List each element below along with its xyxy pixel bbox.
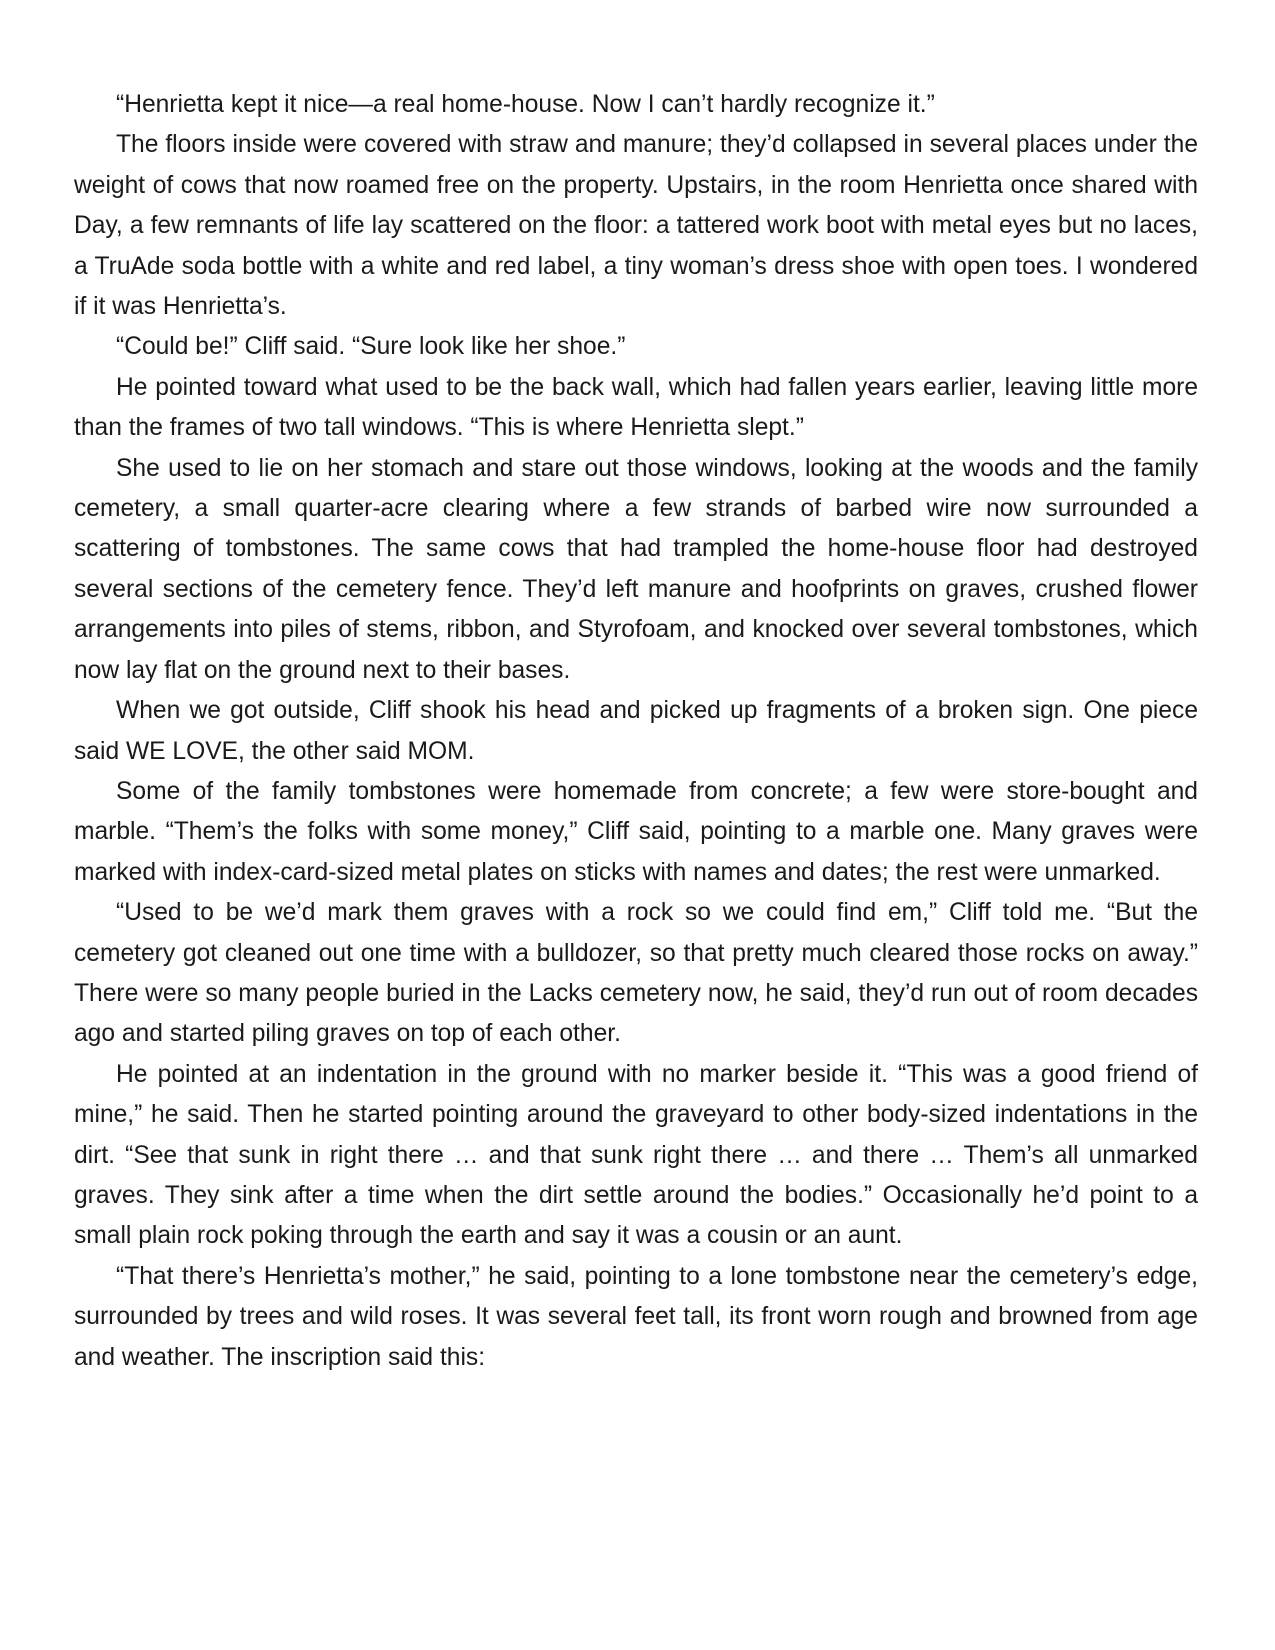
paragraph: “That there’s Henrietta’s mother,” he said, pointing to a lone tombstone near the cemetery’s edge, surrounded by trees and wild roses. It was several feet tall, its front worn rough and browned from age and weather. The inscription said this: [74,1262,1198,1371]
paragraph: “Could be!” Cliff said. “Sure look like her shoe.” [116,333,626,361]
paragraph: He pointed toward what used to be the back wall, which had fallen years earlier, leaving little more than the frames of two tall windows. “This is where Henrietta slept.” [74,373,1198,442]
paragraph: When we got outside, Cliff shook his head and picked up fragments of a broken sign. One piece said WE LOVE, the other said MOM. [74,697,1198,765]
paragraph: “Henrietta kept it nice—a real home-house. Now I can’t hardly recognize it.” [116,91,935,118]
paragraph: “Used to be we’d mark them graves with a rock so we could find em,” Cliff told me. “But the cemetery got cleaned out one time with a bulldozer, so that pretty much cleared those rocks on away.” There were so many people buried in the Lacks cemetery now, he said, they’d run out of room decades ago and started piling graves on top of each other. [74,899,1198,1048]
paragraph: He pointed at an indentation in the ground with no marker beside it. “This was a good friend of mine,” he said. Then he started pointing around the graveyard to other body-sized indentations in the dirt. “See that sunk in right there … and that sunk right there … and there … Them’s all unmarked graves. They sink after a time when the dirt settle around the bodies.” Occasionally he’d point to a small plain rock poking through the earth and say it was a cousin or an aunt. [74,1060,1198,1250]
paragraph: She used to lie on her stomach and stare out those windows, looking at the woods and the family cemetery, a small quarter-acre clearing where a few strands of barbed wire now surrounded a scattering of tombstones. The same cows that had trampled the home-house floor had destroyed several sections of the cemetery fence. They’d left manure and hoofprints on graves, crushed flower arrangements into piles of stems, ribbon, and Styrofoam, and knocked over several tombstones, which now lay flat on the ground next to their bases. [74,454,1198,684]
book-page [74,85,1198,1378]
paragraph: Some of the family tombstones were homemade from concrete; a few were store-bought and marble. “Them’s the folks with some money,” Cliff said, pointing to a marble one. Many graves were marked with index-card-sized metal plates on sticks with names and dates; the rest were unmarked. [74,777,1198,886]
paragraph: The floors inside were covered with straw and manure; they’d collapsed in several places under the weight of cows that now roamed free on the property. Upstairs, in the room Henrietta once shared with Day, a few remnants of life lay scattered on the floor: a tattered work boot with metal eyes but no laces, a TruAde soda bottle with a white and red label, a tiny woman’s dress shoe with open toes. I wondered if it was Henrietta’s. [74,131,1198,321]
